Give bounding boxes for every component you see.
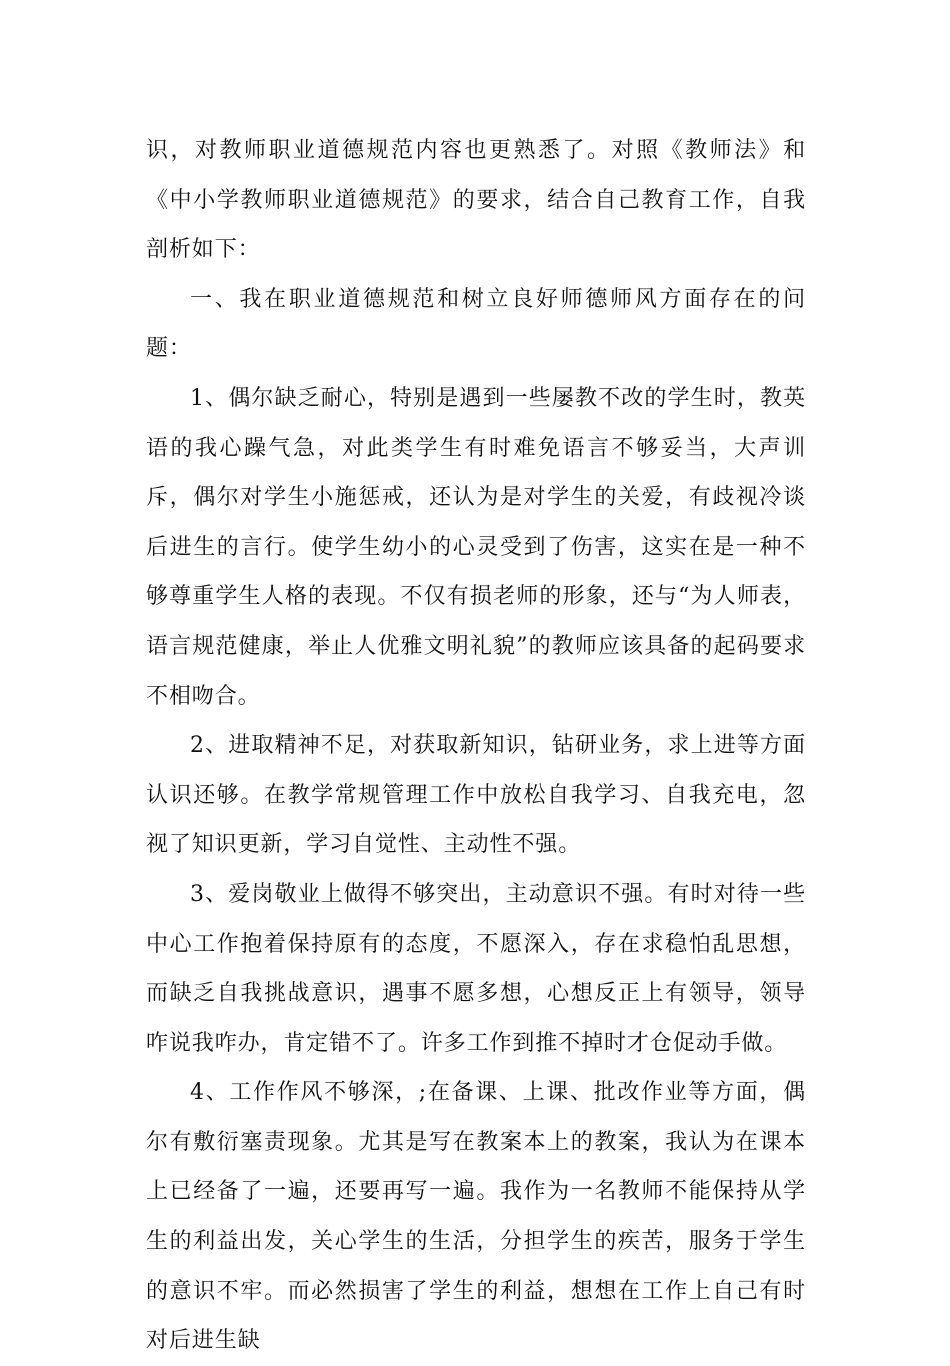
document-body [146,126,806,1366]
paragraph-continued-intro: 识，对教师职业道德规范内容也更熟悉了。对照《教师法》和《中小学教师职业道德规范》的要求，结合自己教育工作，自我剖析如下： [146,138,806,263]
paragraph-item-2: 2、进取精神不足，对获取新知识，钻研业务，求上进等方面认识还够。在教学常规管理工作中放松自我学习、自我充电，忽视了知识更新，学习自觉性、主动性不强。 [146,733,806,858]
paragraph-item-1: 1、偶尔缺乏耐心，特别是遇到一些屡教不改的学生时，教英语的我心躁气急，对此类学生有时难免语言不够妥当，大声训斥，偶尔对学生小施惩戒，还认为是对学生的关爱，有歧视冷谈后进生的言行。使学生幼小的心灵受到了伤害，这实在是一种不够尊重学生人格的表现。不仅有损老师的形象，还与“为人师表，语言规范健康，举止人优雅文明礼貌”的教师应该具备的起码要求不相吻合。 [146,385,806,709]
section-heading-problems: 一、我在职业道德规范和树立良好师德师风方面存在的问题： [146,286,806,362]
paragraph-item-3: 3、爱岗敬业上做得不够突出，主动意识不强。有时对待一些中心工作抱着保持原有的态度，不愿深入，存在求稳怕乱思想，而缺乏自我挑战意识，遇事不愿多想，心想反正上有领导，领导咋说我咋办，肯定错不了。许多工作到推不掉时才仓促动手做。 [146,881,806,1056]
paragraph-item-4: 4、工作作风不够深，;在备课、上课、批改作业等方面，偶尔有敷衍塞责现象。尤其是写在教案本上的教案，我认为在课本上已经备了一遍，还要再写一遍。我作为一名教师不能保持从学生的利益出发，关心学生的生活，分担学生的疾苦，服务于学生的意识不牢。而必然损害了学生的利益，想想在工作上自己有时对后进生缺 [146,1080,806,1354]
